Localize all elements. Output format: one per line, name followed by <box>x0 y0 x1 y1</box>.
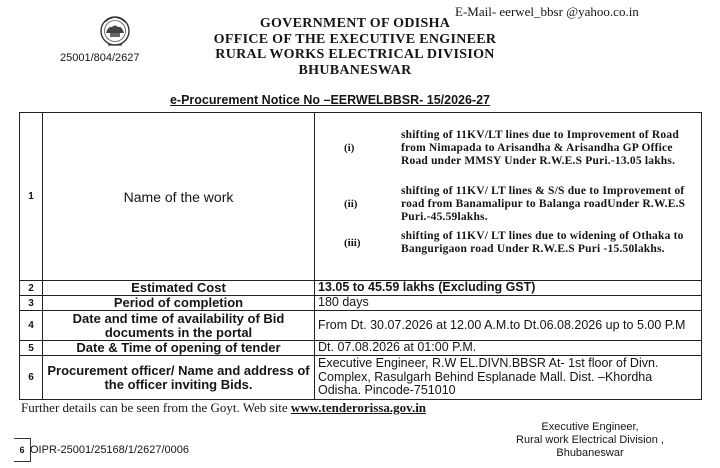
work-description: shifting of 11KV/ LT lines & S/S due to Improvement of road from Banamalipur to Balanga roadUnder R.W.E.S Puri.-45.59lakhs. <box>401 185 686 223</box>
row-label: Estimated Cost <box>43 281 315 296</box>
row-label: Date and time of availability of Bid documents in the portal <box>43 311 315 341</box>
table-row <box>20 311 702 341</box>
table-row <box>20 113 702 281</box>
email-line: E-Mail- eerwel_bbsr @yahoo.co.in <box>455 4 639 19</box>
table-row <box>20 296 702 311</box>
works-cell <box>315 113 702 281</box>
row-serial: 2 <box>20 281 43 296</box>
work-number: (i) <box>344 141 355 154</box>
footer-text: Further details can be seen from the Goyt. Web site <box>21 400 291 415</box>
row-value: 180 days <box>315 296 702 311</box>
header-line-city: BHUBANESWAR <box>298 62 412 78</box>
footer-note <box>21 400 426 416</box>
row-value: Executive Engineer, R.W EL.DIVN.BBSR At- 1st floor of Divn. Complex, Rasulgarh Behind Esplanade Mall. Dist. –Khordha Odisha. Pincode-751010 <box>315 356 702 400</box>
table-row <box>20 341 702 356</box>
list-item <box>318 230 698 256</box>
row-serial: 4 <box>20 311 43 341</box>
table-row <box>20 281 702 296</box>
row-label: Date & Time of opening of tender <box>43 341 315 356</box>
signature-block <box>490 421 690 460</box>
row-label: Name of the work <box>43 113 315 281</box>
header-line-office: OFFICE OF THE EXECUTIVE ENGINEER <box>213 31 497 47</box>
margin-row-number: 6 <box>14 438 31 462</box>
row-serial: 3 <box>20 296 43 311</box>
row-serial: 6 <box>20 356 43 400</box>
works-list <box>318 117 698 256</box>
row-serial: 1 <box>20 113 43 281</box>
signature-title: Executive Engineer, <box>541 421 639 433</box>
work-description: shifting of 11KV/LT lines due to Improvement of Road from Nimapada to Arisandha & Arisandha GP Office Road under MMSY Under R.W.E.S Puri.-13.05 lakhs. <box>401 128 679 167</box>
website-link[interactable]: www.tenderorissa.gov.in <box>290 400 427 415</box>
reference-number: 25001/804/2627 <box>60 52 140 64</box>
notice-title: e-Procurement Notice No –EERWELBBSR- 15/2026-27 <box>169 93 490 107</box>
row-label: Period of completion <box>43 296 315 311</box>
list-item <box>318 179 698 230</box>
tender-details-table <box>19 112 702 400</box>
list-item <box>318 117 698 179</box>
emblem-icon <box>96 14 134 50</box>
row-value: 13.05 to 45.59 lakhs (Excluding GST) <box>315 281 702 296</box>
header-line-division: RURAL WORKS ELECTRICAL DIVISION <box>215 47 495 62</box>
row-serial: 5 <box>20 341 43 356</box>
header-line-government: GOVERNMENT OF ODISHA <box>259 16 451 31</box>
signature-city: Bhubaneswar <box>556 447 624 459</box>
row-value: Dt. 07.08.2026 at 01:00 P.M. <box>315 341 702 356</box>
signature-division: Rural work Electrical Division , <box>516 434 664 446</box>
office-header <box>150 16 560 78</box>
row-value: From Dt. 30.07.2026 at 12.00 A.M.to Dt.06.08.2026 up to 5.00 P.M <box>315 311 702 341</box>
work-description: shifting of 11KV/ LT lines due to widening of Othaka to Bangurigaon road Under R.W.E.S Puri -15.50lakhs. <box>401 230 684 255</box>
oipr-number: OIPR-25001/25168/1/2627/0006 <box>30 444 190 456</box>
row-label: Procurement officer/ Name and address of the officer inviting Bids. <box>43 356 315 400</box>
table-row <box>20 356 702 400</box>
work-number: (iii) <box>344 236 361 249</box>
work-number: (ii) <box>344 198 358 211</box>
